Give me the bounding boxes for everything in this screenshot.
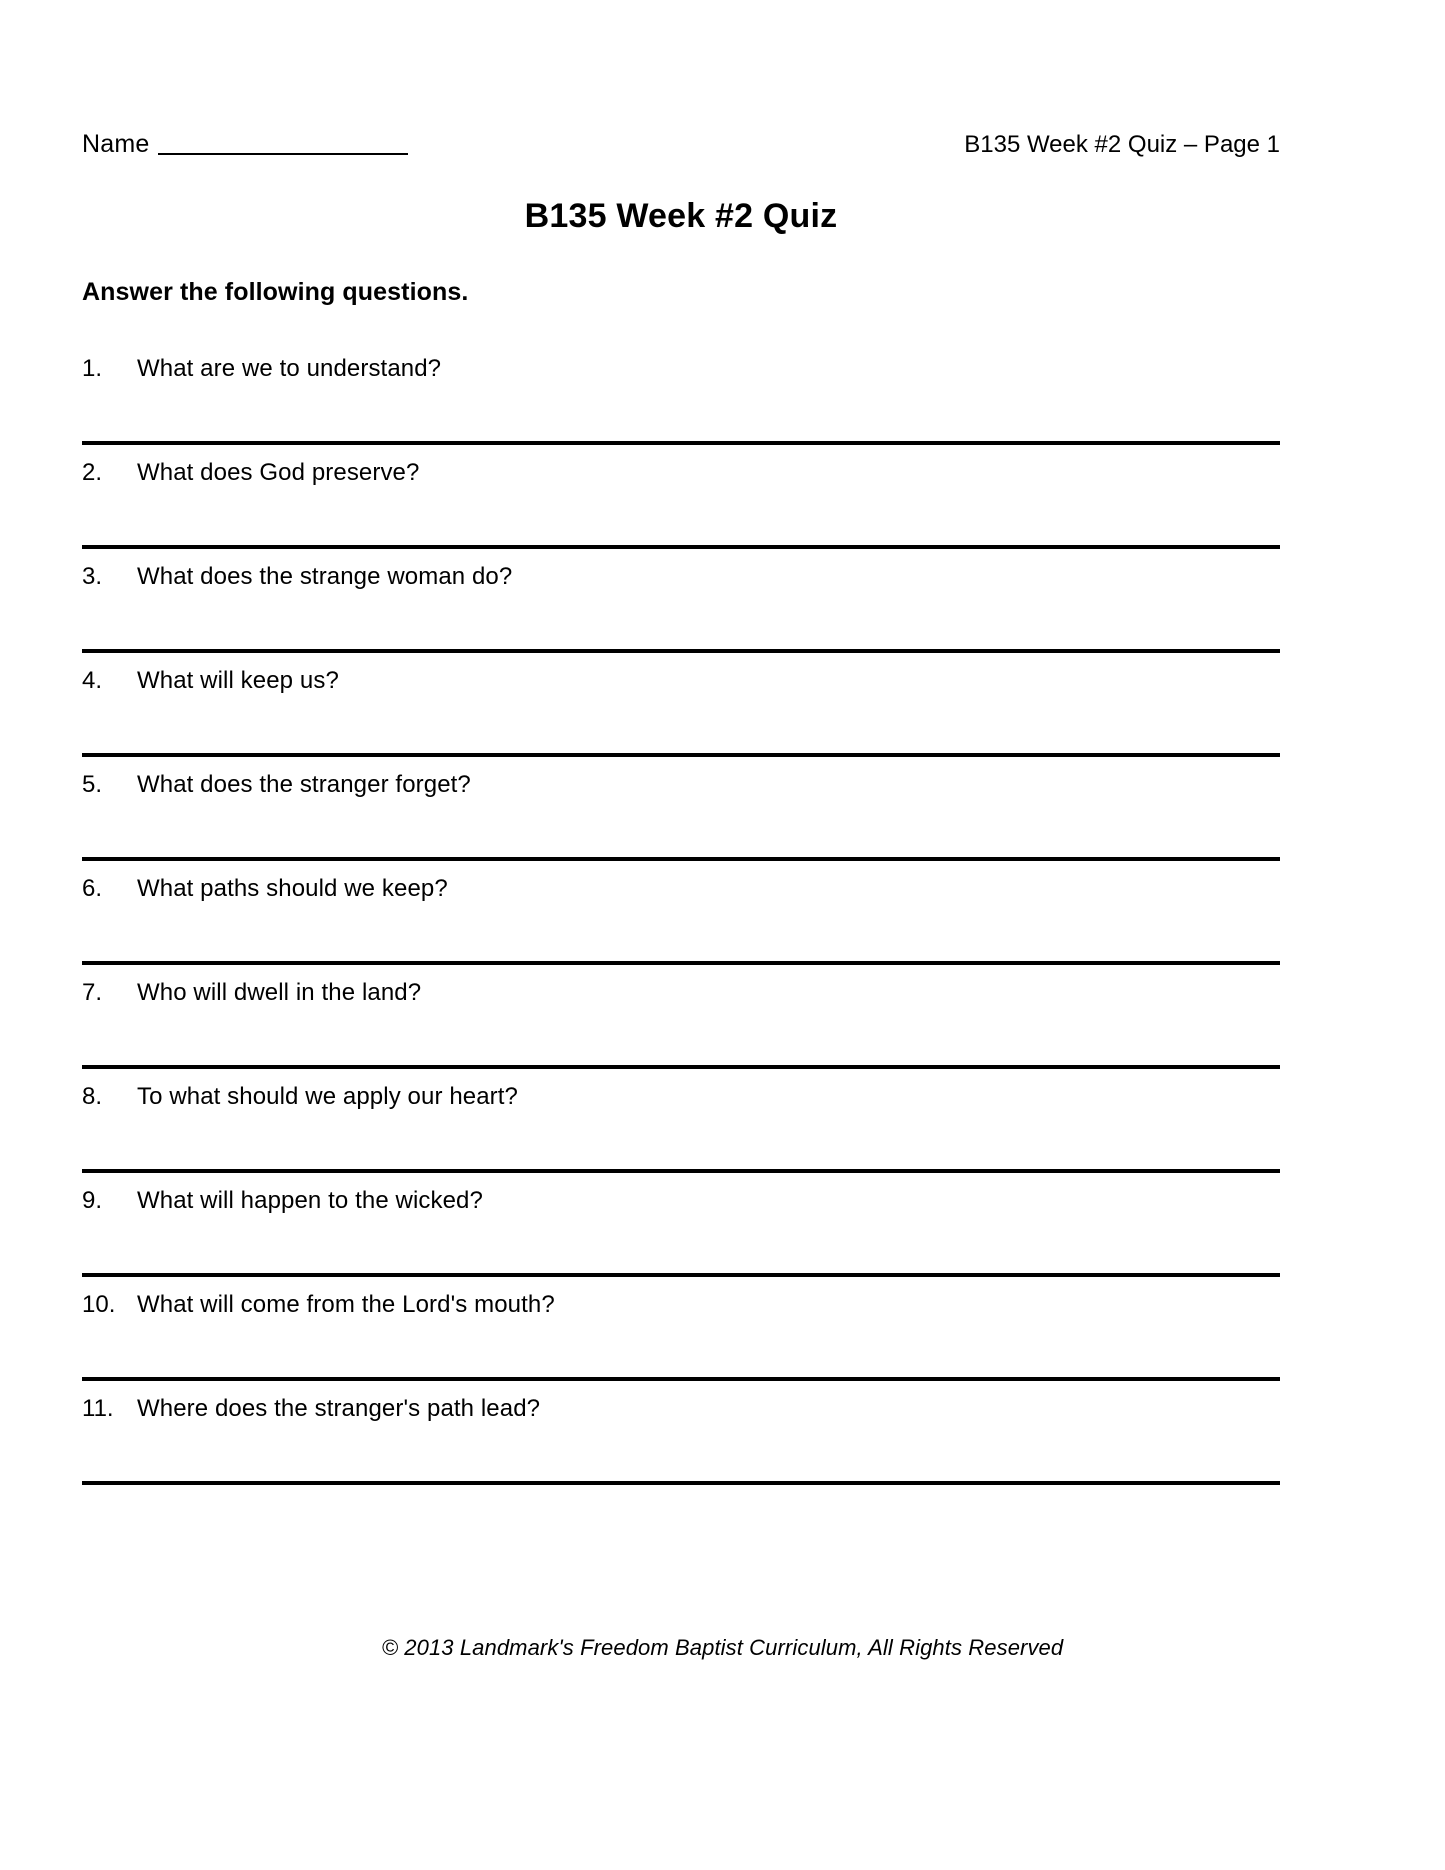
question-text: What does God preserve?: [137, 459, 420, 486]
answer-line[interactable]: [82, 1319, 1280, 1381]
question-number: 1.: [82, 355, 103, 382]
question-row: [82, 445, 1282, 487]
question-number: 4.: [82, 667, 103, 694]
question-row: [82, 1173, 1282, 1215]
question-row: [82, 341, 1282, 383]
question-number: 9.: [82, 1187, 103, 1214]
copyright-footer: © 2013 Landmark's Freedom Baptist Curriculum, All Rights Reserved: [381, 1635, 1064, 1660]
question-number: 11.: [82, 1395, 114, 1422]
question-text: What does the stranger forget?: [137, 771, 471, 798]
answer-line[interactable]: [82, 383, 1280, 445]
question-row: [82, 1277, 1282, 1319]
question-row: [82, 549, 1282, 591]
question-item: [82, 1381, 1282, 1485]
answer-line[interactable]: [82, 1423, 1280, 1485]
page-content: [82, 130, 1282, 1485]
question-item: [82, 1173, 1282, 1277]
answer-line[interactable]: [82, 799, 1280, 861]
question-number: 5.: [82, 771, 103, 798]
question-number: 2.: [82, 459, 103, 486]
answer-line[interactable]: [82, 695, 1280, 757]
question-item: [82, 445, 1282, 549]
question-item: [82, 965, 1282, 1069]
question-item: [82, 653, 1282, 757]
name-field: [82, 130, 408, 159]
answer-line[interactable]: [82, 1007, 1280, 1069]
question-row: [82, 861, 1282, 903]
question-text: Who will dwell in the land?: [137, 979, 422, 1006]
question-item: [82, 861, 1282, 965]
question-list: [82, 341, 1282, 1485]
instructions-text: Answer the following questions.: [82, 278, 469, 306]
answer-line[interactable]: [82, 487, 1280, 549]
header-page-label: B135 Week #2 Quiz – Page 1: [964, 131, 1280, 158]
question-item: [82, 1069, 1282, 1173]
name-label: Name: [82, 130, 150, 158]
question-text: What are we to understand?: [137, 355, 442, 382]
question-number: 10.: [82, 1291, 116, 1318]
question-text: To what should we apply our heart?: [137, 1083, 518, 1110]
question-item: [82, 1277, 1282, 1381]
question-item: [82, 549, 1282, 653]
question-row: [82, 1069, 1282, 1111]
question-row: [82, 965, 1282, 1007]
question-row: [82, 757, 1282, 799]
answer-line[interactable]: [82, 591, 1280, 653]
question-text: What will keep us?: [137, 667, 339, 694]
question-number: 7.: [82, 979, 103, 1006]
question-number: 8.: [82, 1083, 103, 1110]
answer-line[interactable]: [82, 1111, 1280, 1173]
answer-line[interactable]: [82, 903, 1280, 965]
question-row: [82, 1381, 1282, 1423]
page-title: B135 Week #2 Quiz: [524, 197, 838, 235]
question-item: [82, 757, 1282, 861]
question-text: What will come from the Lord's mouth?: [137, 1291, 555, 1318]
question-row: [82, 653, 1282, 695]
answer-line[interactable]: [82, 1215, 1280, 1277]
question-text: What paths should we keep?: [137, 875, 448, 902]
page-header: [82, 130, 1280, 159]
question-text: Where does the stranger's path lead?: [137, 1395, 541, 1422]
question-text: What does the strange woman do?: [137, 563, 513, 590]
question-text: What will happen to the wicked?: [137, 1187, 483, 1214]
name-blank-line[interactable]: [158, 153, 408, 155]
question-item: [82, 341, 1282, 445]
question-number: 3.: [82, 563, 103, 590]
question-number: 6.: [82, 875, 103, 902]
